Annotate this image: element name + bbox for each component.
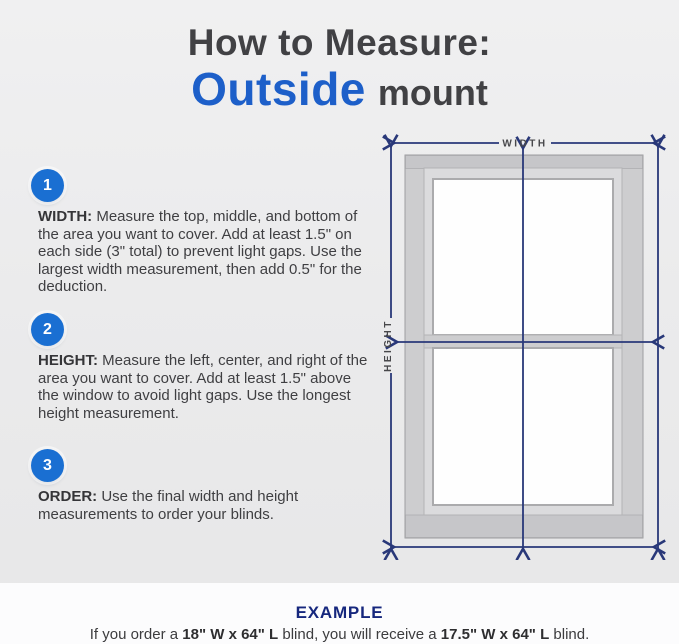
step-1-label: WIDTH: [38,208,93,225]
step-1-text [38,208,368,296]
step-3-text [38,488,368,523]
example-prefix: If you order a [89,626,183,643]
step-item-width [28,169,380,296]
step-2-body: Measure the left, center, and right of the area you want to cover. Add at least 1.5" above the window to avoid light gaps. Use the longest height measurement. [38,352,368,422]
step-2-text [38,352,368,422]
example-order-size: 18" W x 64" L [182,626,279,643]
title-block [0,22,679,125]
window-top-casing [406,156,643,169]
example-heading: EXAMPLE [295,603,384,622]
step-3-badge: 3 [31,449,64,482]
page-subtitle [0,65,679,125]
window-measurement-diagram [375,128,675,560]
window-illustration [405,155,643,538]
step-2-badge: 2 [31,313,64,346]
step-item-order [28,449,380,523]
mount-word: mount [377,72,488,113]
height-measure-label: HEIGHT [383,319,394,372]
example-sentence [0,626,679,643]
example-suffix: blind. [549,626,590,643]
example-receive-size: 17.5" W x 64" L [440,626,550,643]
page-title: How to Measure: [187,22,492,63]
example-section [0,583,679,644]
step-3-label: ORDER: [38,488,98,505]
width-measure-label: WIDTH [502,138,548,150]
step-1-body: Measure the top, middle, and bottom of the area you want to cover. Add at least 1.5" on each side (3" total) to prevent light gaps. Use the largest width measurement, then add 0.5" for the deduction. [38,208,362,295]
step-3-body: Use the final width and height measurements to order your blinds. [38,488,299,523]
example-middle: blind, you will receive a [278,626,441,643]
window-sill [406,515,643,538]
step-2-label: HEIGHT: [38,352,98,369]
step-item-height [28,313,380,422]
step-1-badge: 1 [31,169,64,202]
mount-type-highlight: Outside [191,63,366,115]
